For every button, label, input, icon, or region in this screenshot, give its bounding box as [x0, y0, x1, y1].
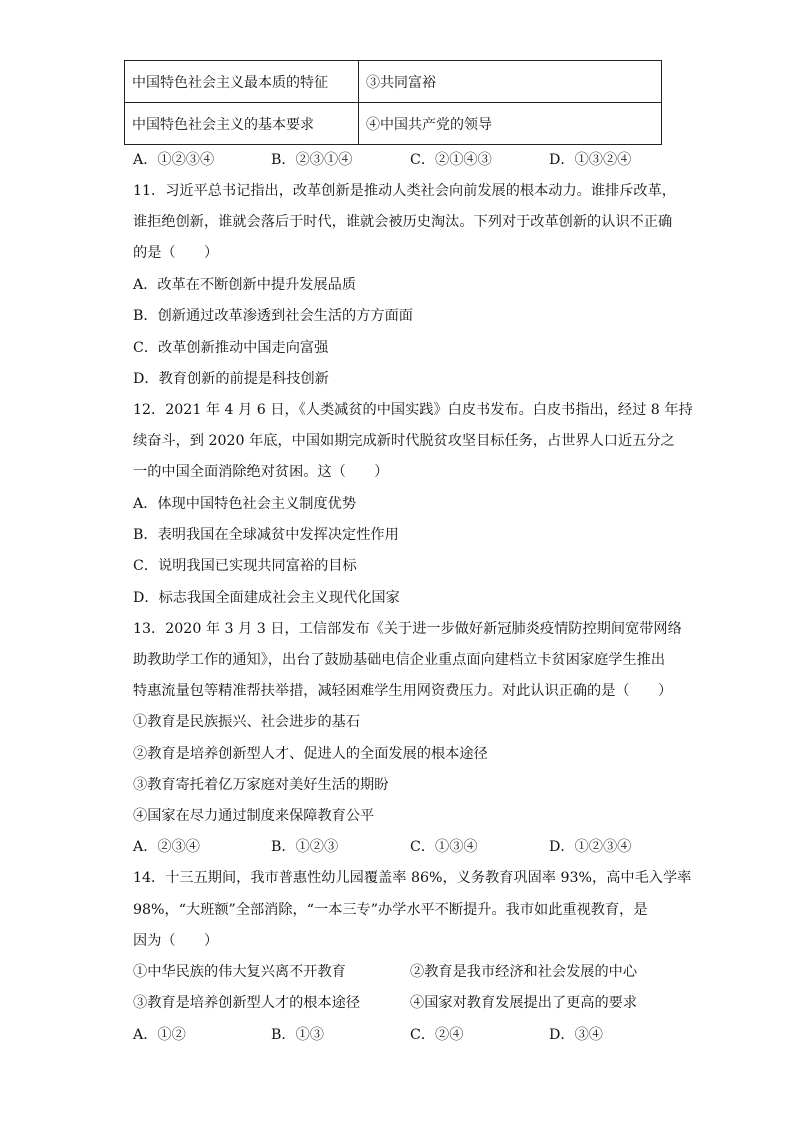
- q13-statement: ④国家在尽力通过制度来保障教育公平: [133, 808, 375, 824]
- q13-statement: ①教育是民族振兴、社会进步的基石: [133, 714, 361, 730]
- q11-stem-line: 谁拒绝创新，谁就会落后于时代，谁就会被历史淘汰。下列对于改革创新的认识不正确: [133, 214, 673, 230]
- q10-option-b: B．②③①④: [271, 152, 353, 168]
- q13-statement: ②教育是培养创新型人才、促进人的全面发展的根本途径: [133, 746, 488, 762]
- q14-option-c: C．②④: [410, 1027, 464, 1043]
- q14-option-b: B．①③: [271, 1027, 324, 1043]
- q14-statement: ②教育是我市经济和社会发展的中心: [410, 964, 638, 980]
- q12-option-a: A．体现中国特色社会主义制度优势: [133, 496, 357, 512]
- q12-option-c: C．说明我国已实现共同富裕的目标: [133, 558, 357, 574]
- q12-option-b: B．表明我国在全球减贫中发挥决定性作用: [133, 527, 399, 543]
- table-cell: 中国特色社会主义最本质的特征: [125, 61, 359, 103]
- q13-stem-line: 13．2020 年 3 月 3 日，工信部发布《关于进一步做好新冠肺炎疫情防控期间宽带网络: [133, 621, 682, 637]
- q11-option-a: A．改革在不断创新中提升发展品质: [133, 277, 357, 293]
- q12-stem-line: 续奋斗，到 2020 年底，中国如期完成新时代脱贫攻坚目标任务，占世界人口近五分之: [133, 433, 675, 449]
- table-cell: ④中国共产党的领导: [359, 103, 662, 145]
- q14-stem-line: 因为（ ）: [133, 933, 219, 949]
- q11-stem-line: 的是（ ）: [133, 245, 219, 261]
- q14-statement: ④国家对教育发展提出了更高的要求: [410, 995, 638, 1011]
- q13-option-a: A．②③④: [133, 839, 200, 855]
- q13-stem-line: 特惠流量包等精准帮扶举措，减轻困难学生用网资费压力。对此认识正确的是（ ）: [133, 683, 673, 699]
- q11-option-d: D．教育创新的前提是科技创新: [133, 371, 329, 387]
- q13-option-c: C．①③④: [410, 839, 478, 855]
- q13-option-d: D．①②③④: [549, 839, 632, 855]
- q14-statement: ③教育是培养创新型人才的根本途径: [133, 995, 361, 1011]
- table-row: [125, 61, 662, 103]
- q14-option-a: A．①②: [133, 1027, 186, 1043]
- q13-option-b: B．①②③: [271, 839, 339, 855]
- q11-option-c: C．改革创新推动中国走向富强: [133, 340, 329, 356]
- q14-statement: ①中华民族的伟大复兴离不开教育: [133, 964, 346, 980]
- q11-stem-line: 11．习近平总书记指出，改革创新是推动人类社会向前发展的根本动力。谁排斥改革，: [133, 183, 676, 199]
- q10-option-d: D．①③②④: [549, 152, 632, 168]
- q10-option-a: A．①②③④: [133, 152, 215, 168]
- q12-option-d: D．标志我国全面建成社会主义现代化国家: [133, 590, 400, 606]
- q12-stem-line: 一的中国全面消除绝对贫困。这（ ）: [133, 464, 389, 480]
- q13-stem-line: 助教助学工作的通知》，出台了鼓励基础电信企业重点面向建档立卡贫困家庭学生推出: [133, 652, 666, 668]
- table-cell: 中国特色社会主义的基本要求: [125, 103, 359, 145]
- table-row: [125, 103, 662, 145]
- q14-stem-line: 14．十三五期间，我市普惠性幼儿园覆盖率 86%，义务教育巩固率 93%，高中毛入学率: [133, 870, 692, 886]
- q11-option-b: B．创新通过改革渗透到社会生活的方方面面: [133, 308, 413, 324]
- q10-option-c: C．②①④③: [410, 152, 492, 168]
- q14-option-d: D．③④: [549, 1027, 603, 1043]
- q13-statement: ③教育寄托着亿万家庭对美好生活的期盼: [133, 777, 389, 793]
- q12-stem-line: 12．2021 年 4 月 6 日，《人类减贫的中国实践》白皮书发布。白皮书指出，经过 8 年持: [133, 402, 693, 418]
- table-cell: ③共同富裕: [359, 61, 662, 103]
- q14-stem-line: 98%，“大班额”全部消除，“一本三专”办学水平不断提升。我市如此重视教育，是: [133, 902, 648, 918]
- matching-table: [124, 60, 662, 145]
